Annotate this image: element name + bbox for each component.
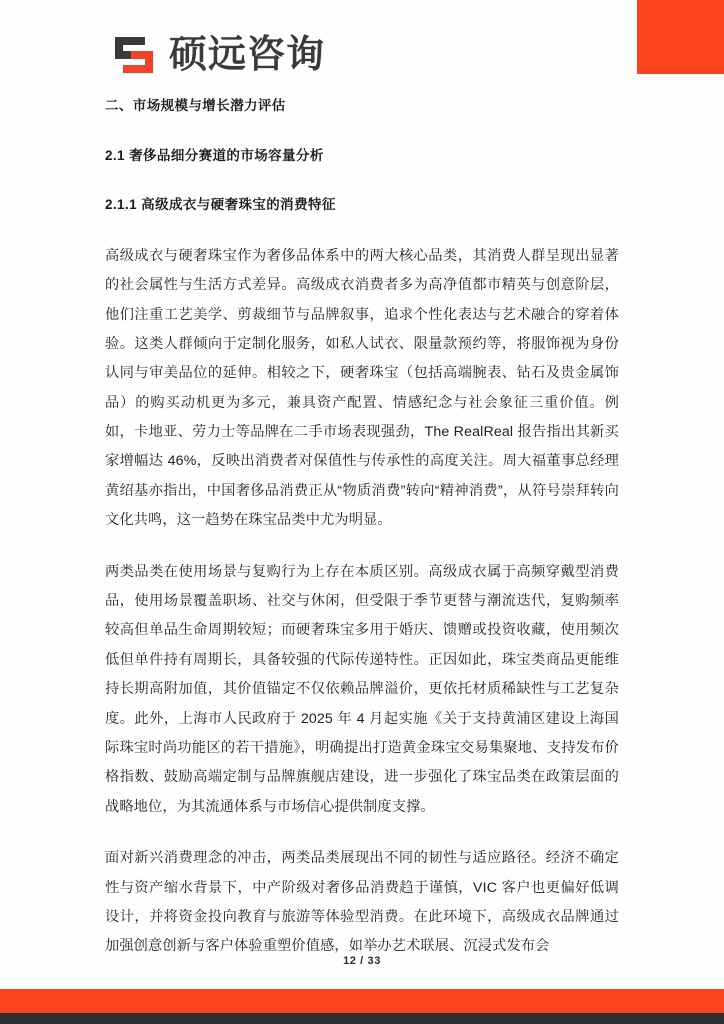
heading-subsection: 2.1 奢侈品细分赛道的市场容量分析 <box>105 148 324 164</box>
body-paragraph: 两类品类在使用场景与复购行为上存在本质区别。高级成衣属于高频穿戴型消费品，使用场景覆盖职场、社交与休闲，但受限于季节更替与潮流迭代，复购频率较高但单品生命周期较短；而硬奢珠宝多用于婚庆、馈赠或投资收藏，使用频次低但单件持有周期长，具备较强的代际传递特性。正因如此，珠宝类商品更能维持长期高附加值，其价值锚定不仅依赖品牌溢价，更依托材质稀缺性与工艺复杂度。此外，上海市人民政府于 2025 年 4 月起实施《关于支持黄浦区建设上海国际珠宝时尚功能区的若干措施》，明确提出打造黄金珠宝交易集聚地、支持发布价格指数、鼓励高端定制与品牌旗舰店建设，进一步强化了珠宝品类在政策层面的战略地位，为其流通体系与市场信心提供制度支撑。 <box>105 563 619 815</box>
document-content <box>105 96 619 962</box>
heading-subsubsection: 2.1.1 高级成衣与硬奢珠宝的消费特征 <box>105 196 336 212</box>
brand-wordmark: 硕远咨询 <box>169 34 326 76</box>
shuoyuan-s-mark-icon <box>112 33 156 77</box>
bottom-accent-bar-dark <box>0 1013 724 1024</box>
page-number: 12 / 33 <box>343 955 381 967</box>
top-right-accent-bar <box>637 0 724 74</box>
brand-logo <box>112 33 325 77</box>
body-paragraph: 高级成衣与硬奢珠宝作为奢侈品体系中的两大核心品类，其消费人群呈现出显著的社会属性与生活方式差异。高级成衣消费者多为高净值都市精英与创意阶层，他们注重工艺美学、剪裁细节与品牌叙事，追求个性化表达与艺术融合的穿着体验。这类人群倾向于定制化服务，如私人试衣、限量款预约等，将服饰视为身份认同与审美品位的延伸。相较之下，硬奢珠宝（包括高端腕表、钻石及贵金属饰品）的购买动机更为多元，兼具资产配置、情感纪念与社会象征三重价值。例如，卡地亚、劳力士等品牌在二手市场表现强劲，The RealReal 报告指出其新买家增幅达 46%，反映出消费者对保值性与传承性的高度关注。周大福董事总经理黄绍基亦指出，中国奢侈品消费正从“物质消费”转向“精神消费”，从符号崇拜转向文化共鸣，这一趋势在珠宝品类中尤为明显。 <box>105 247 619 529</box>
heading-section: 二、市场规模与增长潜力评估 <box>105 98 286 113</box>
bottom-accent-bar-orange <box>0 989 724 1013</box>
body-paragraph: 面对新兴消费理念的冲击，两类品类展现出不同的韧性与适应路径。经济不确定性与资产缩水背景下，中产阶级对奢侈品消费趋于谨慎，VIC 客户也更偏好低调设计，并将资金投向教育与旅游等体验型消费。在此环境下，高级成衣品牌通过加强创意创新与客户体验重塑价值感，如举办艺术联展、沉浸式发布会 <box>105 850 619 955</box>
